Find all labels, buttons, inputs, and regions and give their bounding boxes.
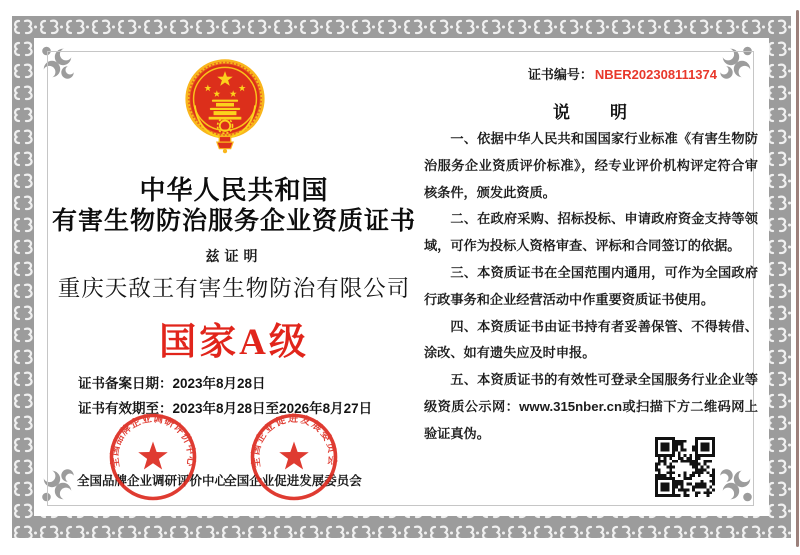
qr-code-icon (655, 437, 715, 497)
certificate-number-value: NBER202308111374 (594, 67, 717, 82)
instructions-list (424, 126, 758, 448)
certificate-country-title: 中华人民共和国 (139, 175, 329, 205)
seal-ring-text-right: 全国企业促进发展委员会 (250, 413, 338, 469)
record-date-row (78, 371, 372, 396)
grade-text: 国家A级 (159, 322, 309, 363)
instruction-item: 二、在政府采购、招标投标、申请政府资金支持等领域，可作为投标人资格审查、评标和合同签订的依据。 (424, 211, 758, 254)
certificate-number-row (528, 64, 717, 83)
certificate-title: 有害生物防治服务企业资质证书 (51, 207, 416, 235)
china-national-emblem-icon (184, 58, 266, 156)
record-date-label: 证书备案日期： (78, 376, 173, 391)
valid-until-label: 证书有效期至： (78, 401, 173, 416)
instructions-heading: 说 明 (553, 103, 629, 122)
seal-ring-text-left: 全国品牌企业调研评价中心 (109, 413, 197, 469)
certificate-number-label: 证书编号： (527, 67, 593, 82)
instruction-item: 四、本资质证书由证书持有者妥善保管、不得转借、涂改、如有遗失应及时申报。 (424, 318, 758, 361)
valid-until-value: 2023年8月28日至2026年8月27日 (172, 401, 373, 416)
instruction-item: 五、本资质证书的有效性可登录全国服务行业企业等级资质公示网：www.315nber.cn或扫描下方二维码网上验证真伪。 (424, 372, 758, 441)
red-round-stamp-icon-right (248, 411, 340, 503)
company-name: 重庆天敌王有害生物防治有限公司 (57, 276, 411, 301)
red-round-stamp-icon-left (107, 411, 199, 503)
instruction-item: 一、依据中华人民共和国国家行业标准《有害生物防治服务企业资质评价标准》，经专业评价机构评定符合审核条件，颁发此资质。 (424, 131, 758, 200)
seal-caption-right: 全国企业促进发展委员会 (224, 474, 362, 488)
record-date-value: 2023年8月28日 (172, 376, 266, 391)
certify-label: 兹证明 (205, 248, 263, 264)
instruction-item: 三、本资质证书在全国范围内通用，可作为全国政府行政事务和企业经营活动中作重要资质证书使用。 (424, 264, 758, 307)
seal-caption-left: 全国品牌企业调研评价中心 (76, 474, 227, 488)
photo-page-edge (796, 10, 799, 547)
